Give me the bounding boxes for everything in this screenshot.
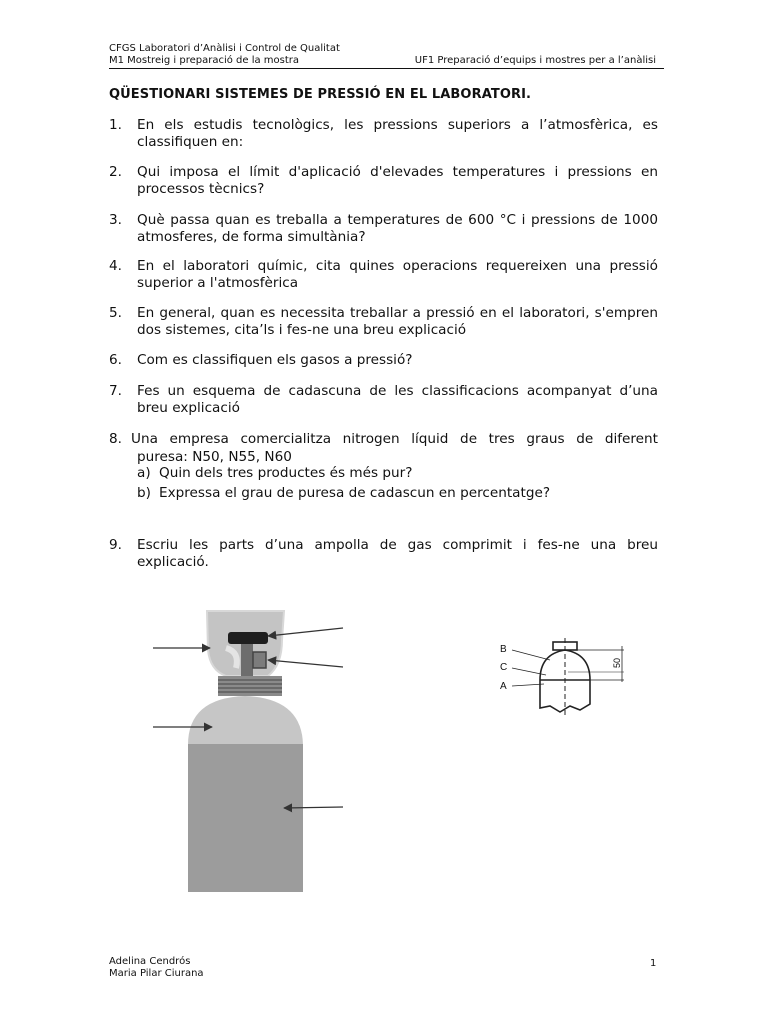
question-8-b: b) Expressa el grau de puresa de cadascun en percentatge? <box>137 484 551 501</box>
dimension-label: 50 <box>612 657 622 668</box>
question-1: 1. En els estudis tecnològics, les pressions superiors a l’atmosfèrica, es classifiquen en: <box>109 117 658 150</box>
gas-cylinder-illustration <box>0 600 768 900</box>
page-header <box>109 43 664 67</box>
question-3: 3. Què passa quan es treballa a temperatures de 600 °C i pressions de 1000 atmosferes, de forma simultània? <box>109 212 658 245</box>
question-6: 6. Com es classifiquen els gasos a pressió? <box>109 352 413 368</box>
label-a: A <box>500 681 507 692</box>
page-title: QÜESTIONARI SISTEMES DE PRESSIÓ EN EL LABORATORI. <box>109 87 532 102</box>
author-1: Adelina Cendrós <box>109 956 191 967</box>
valve-handle <box>228 632 268 644</box>
cylinder-top-technical-drawing <box>490 632 640 722</box>
cylinder-body <box>188 744 303 892</box>
question-7: 7. Fes un esquema de cadascuna de les classificacions acompanyat d’una breu explicació <box>109 383 658 416</box>
question-8-a: a) Quin dels tres productes és més pur? <box>137 465 413 481</box>
author-2: Maria Pilar Ciurana <box>109 968 204 979</box>
page-number: 1 <box>650 958 657 969</box>
label-b: B <box>500 644 507 655</box>
question-8: 8. Una empresa comercialitza nitrogen líquid de tres graus de diferent puresa: N50, N55, N60 a) Quin dels tres productes és més pur? b) Expressa el grau de puresa de cadascun en percentatge? <box>109 431 658 501</box>
header-course: CFGS Laboratori d’Anàlisi i Control de Qualitat <box>109 43 340 54</box>
header-module: M1 Mostreig i preparació de la mostra <box>109 55 300 66</box>
header-unit: UF1 Preparació d’equips i mostres per a l’anàlisi <box>414 55 656 66</box>
header-rule <box>109 68 664 69</box>
question-4: 4. En el laboratori químic, cita quines operacions requereixen una pressió superior a l'atmosfèrica <box>109 258 658 291</box>
label-c: C <box>500 662 508 673</box>
cylinder-shoulder <box>188 696 303 745</box>
page-footer <box>109 956 204 980</box>
question-9: 9. Escriu les parts d’una ampolla de gas comprimit i fes-ne una breu explicació. <box>109 537 658 570</box>
question-2: 2. Qui imposa el límit d'aplicació d'elevades temperatures i pressions en processos tècnics? <box>109 164 658 197</box>
question-5: 5. En general, quan es necessita treballar a pressió en el laboratori, s'empren dos sistemes, cita’ls i fes-ne una breu explicació <box>109 305 658 338</box>
